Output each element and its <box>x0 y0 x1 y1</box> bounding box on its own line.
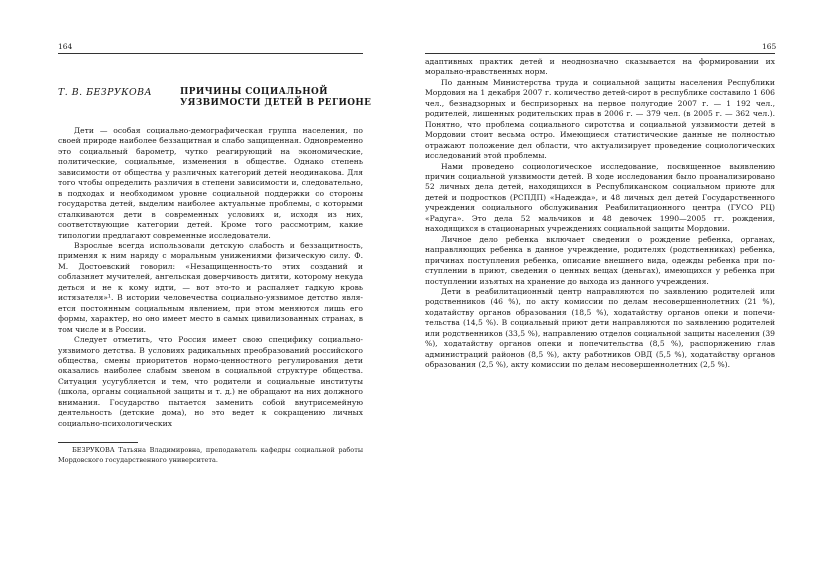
paragraph: По данным Министерства труда и социальной защиты населения Республики Мордовия на 1 декабря 2007 г. количество детей-сирот в республике составило 1 606 чел., безнадзорных и беспризорных на первое полугодие 2007 г. — 1 192 чел., родителей, лишенных родительских прав в 2006 г. — 379 чел. (в 2005 г. — 362 чел.). Понятно, что проблема социального сиротства и социальной уязвимости детей в Мордовии стоит весьма остро. Имеющиеся статистические данные не полностью отражают положение дел области, что актуализирует проведение социологических исследований этой проблемы. <box>425 77 775 161</box>
footnote-text: БЕЗРУКОВА Татьяна Владимировна, преподаватель кафедры социальной работы Мордовского государственного университета. <box>58 446 363 464</box>
paragraph: Нами проведено социологическое исследование, посвященное выявлению причин социальной уязвимости детей. В ходе исследования было проанализировано 52 личных дела детей, находящихся в Республиканском социальном приюте для детей и подростков (РСПДП) «Надежда», и 48 личных дел детей Государственного учреждения социального обслуживания Реабилитационного центра (ГУСО РЦ) «Радуга». Это дела 52 мальчиков и 48 девочек 1990—2005 гг. рождения, находящихся в стационарных учреждениях социальной защиты Мордовии. <box>425 161 775 234</box>
page-number: 164 <box>58 42 73 51</box>
paragraph: Дети — особая социально-демографическая группа населения, по своей природе наиболее беззащитная и слабо защищенная. Одновременно это социальный барометр, чутко реагирующий на экономические, политические, социальные, изменения в обществе. Однако степень зависимости от общества у различных категорий детей неодинакова. Для того чтобы определить различия в степени зависимости и, следовательно, в подходах и необходимом уровне социальной поддержки со стороны государства детей, выделим наиболее актуальные проблемы, с которыми сталкиваются дети в современных условиях и, исходя из них, соответствующие категории детей. Кроме того рассмотрим, какие типологии предлагают современные исследователи. <box>58 126 363 240</box>
title-line-2: УЯЗВИМОСТИ ДЕТЕЙ В РЕГИОНЕ <box>180 98 372 108</box>
title-line-1: ПРИЧИНЫ СОЦИАЛЬНОЙ <box>180 87 328 97</box>
header-rule <box>58 53 363 54</box>
paragraph: Дети в реабилитационный центр направляются по заявлению родителей или родственников (46 %), по акту комиссии по делам несовершеннолетних (21 %), ходатайству органов образования (18,5 %), ходатайству органов опеки и попечительства (14,5 %). В социальный приют дети направляются по заявлению родителей или родственников (33,5 %), направлению отделов социальной защиты населения (39 %), ходатайству органов опеки и попечительства (8,5 %), распоряжению глав администраций районов (8,5 %), акту работников ОВД (5,5 %), ходатайству органов образования (2,5 %), акту комиссии по делам несовершеннолетних (2,5 %). <box>425 286 775 370</box>
paragraph: Взрослые всегда использовали детскую слабость и беззащитность, применяя к ним наряду с моральным унижениями физическую силу. Ф. М. Достоевский говорил: «Незащищенность-то этих созданий и соблазняет мучителей, ангельская доверчивость дитяти, которому некуда деться и не к кому идти, — вот это-то и распаляет гадкую кровь истязателя»¹. В истории человечества социально-уязвимое детство является постоянным социальным явлением, при этом меняются лишь его формы, характер, но оно имеет место в самых цивилизованных странах, в том числе и в России. <box>58 240 363 334</box>
paragraph: Следует отметить, что Россия имеет свою специфику социально-уязвимого детства. В условиях радикальных преобразований российского общества, смены приоритетов нормо-ценностного регулирования дети оказались наиболее слабым звеном в социальной структуре общества. Ситуация усугубляется и тем, что родители и социальные институты (школа, органы социальной защиты и т. д.) не обращают на них должного внимания. Государство пытается заменить собой внутрисемейную деятельность (детские дома), но это ведет к сокращению личных социально-психологических <box>58 335 363 428</box>
left-body <box>58 126 363 429</box>
footnote <box>58 446 363 465</box>
footnote-rule <box>58 442 138 443</box>
right-body <box>425 57 775 371</box>
paragraph: адаптивных практик детей и неоднозначно сказывается на формировании их морально-нравственных норм. <box>425 57 775 77</box>
header-rule <box>425 53 775 54</box>
page-number: 165 <box>762 42 777 51</box>
author-name: Т. В. БЕЗРУКОВА <box>58 87 153 98</box>
right-page <box>410 0 820 580</box>
paragraph: Личное дело ребенка включает сведения о рождение ребенка, органах, направляющих ребенка в данное учреждение, родителях (родственниках) ребенка, причинах поступления ребенка, описание внешнего вида, одежды ребенка при поступлении в приют, сведения о ценных вещах (деньгах), имеющихся у ребенка при поступлении изъятых на хранение до выхода из данного учреждения. <box>425 234 775 286</box>
article-title <box>180 87 371 109</box>
